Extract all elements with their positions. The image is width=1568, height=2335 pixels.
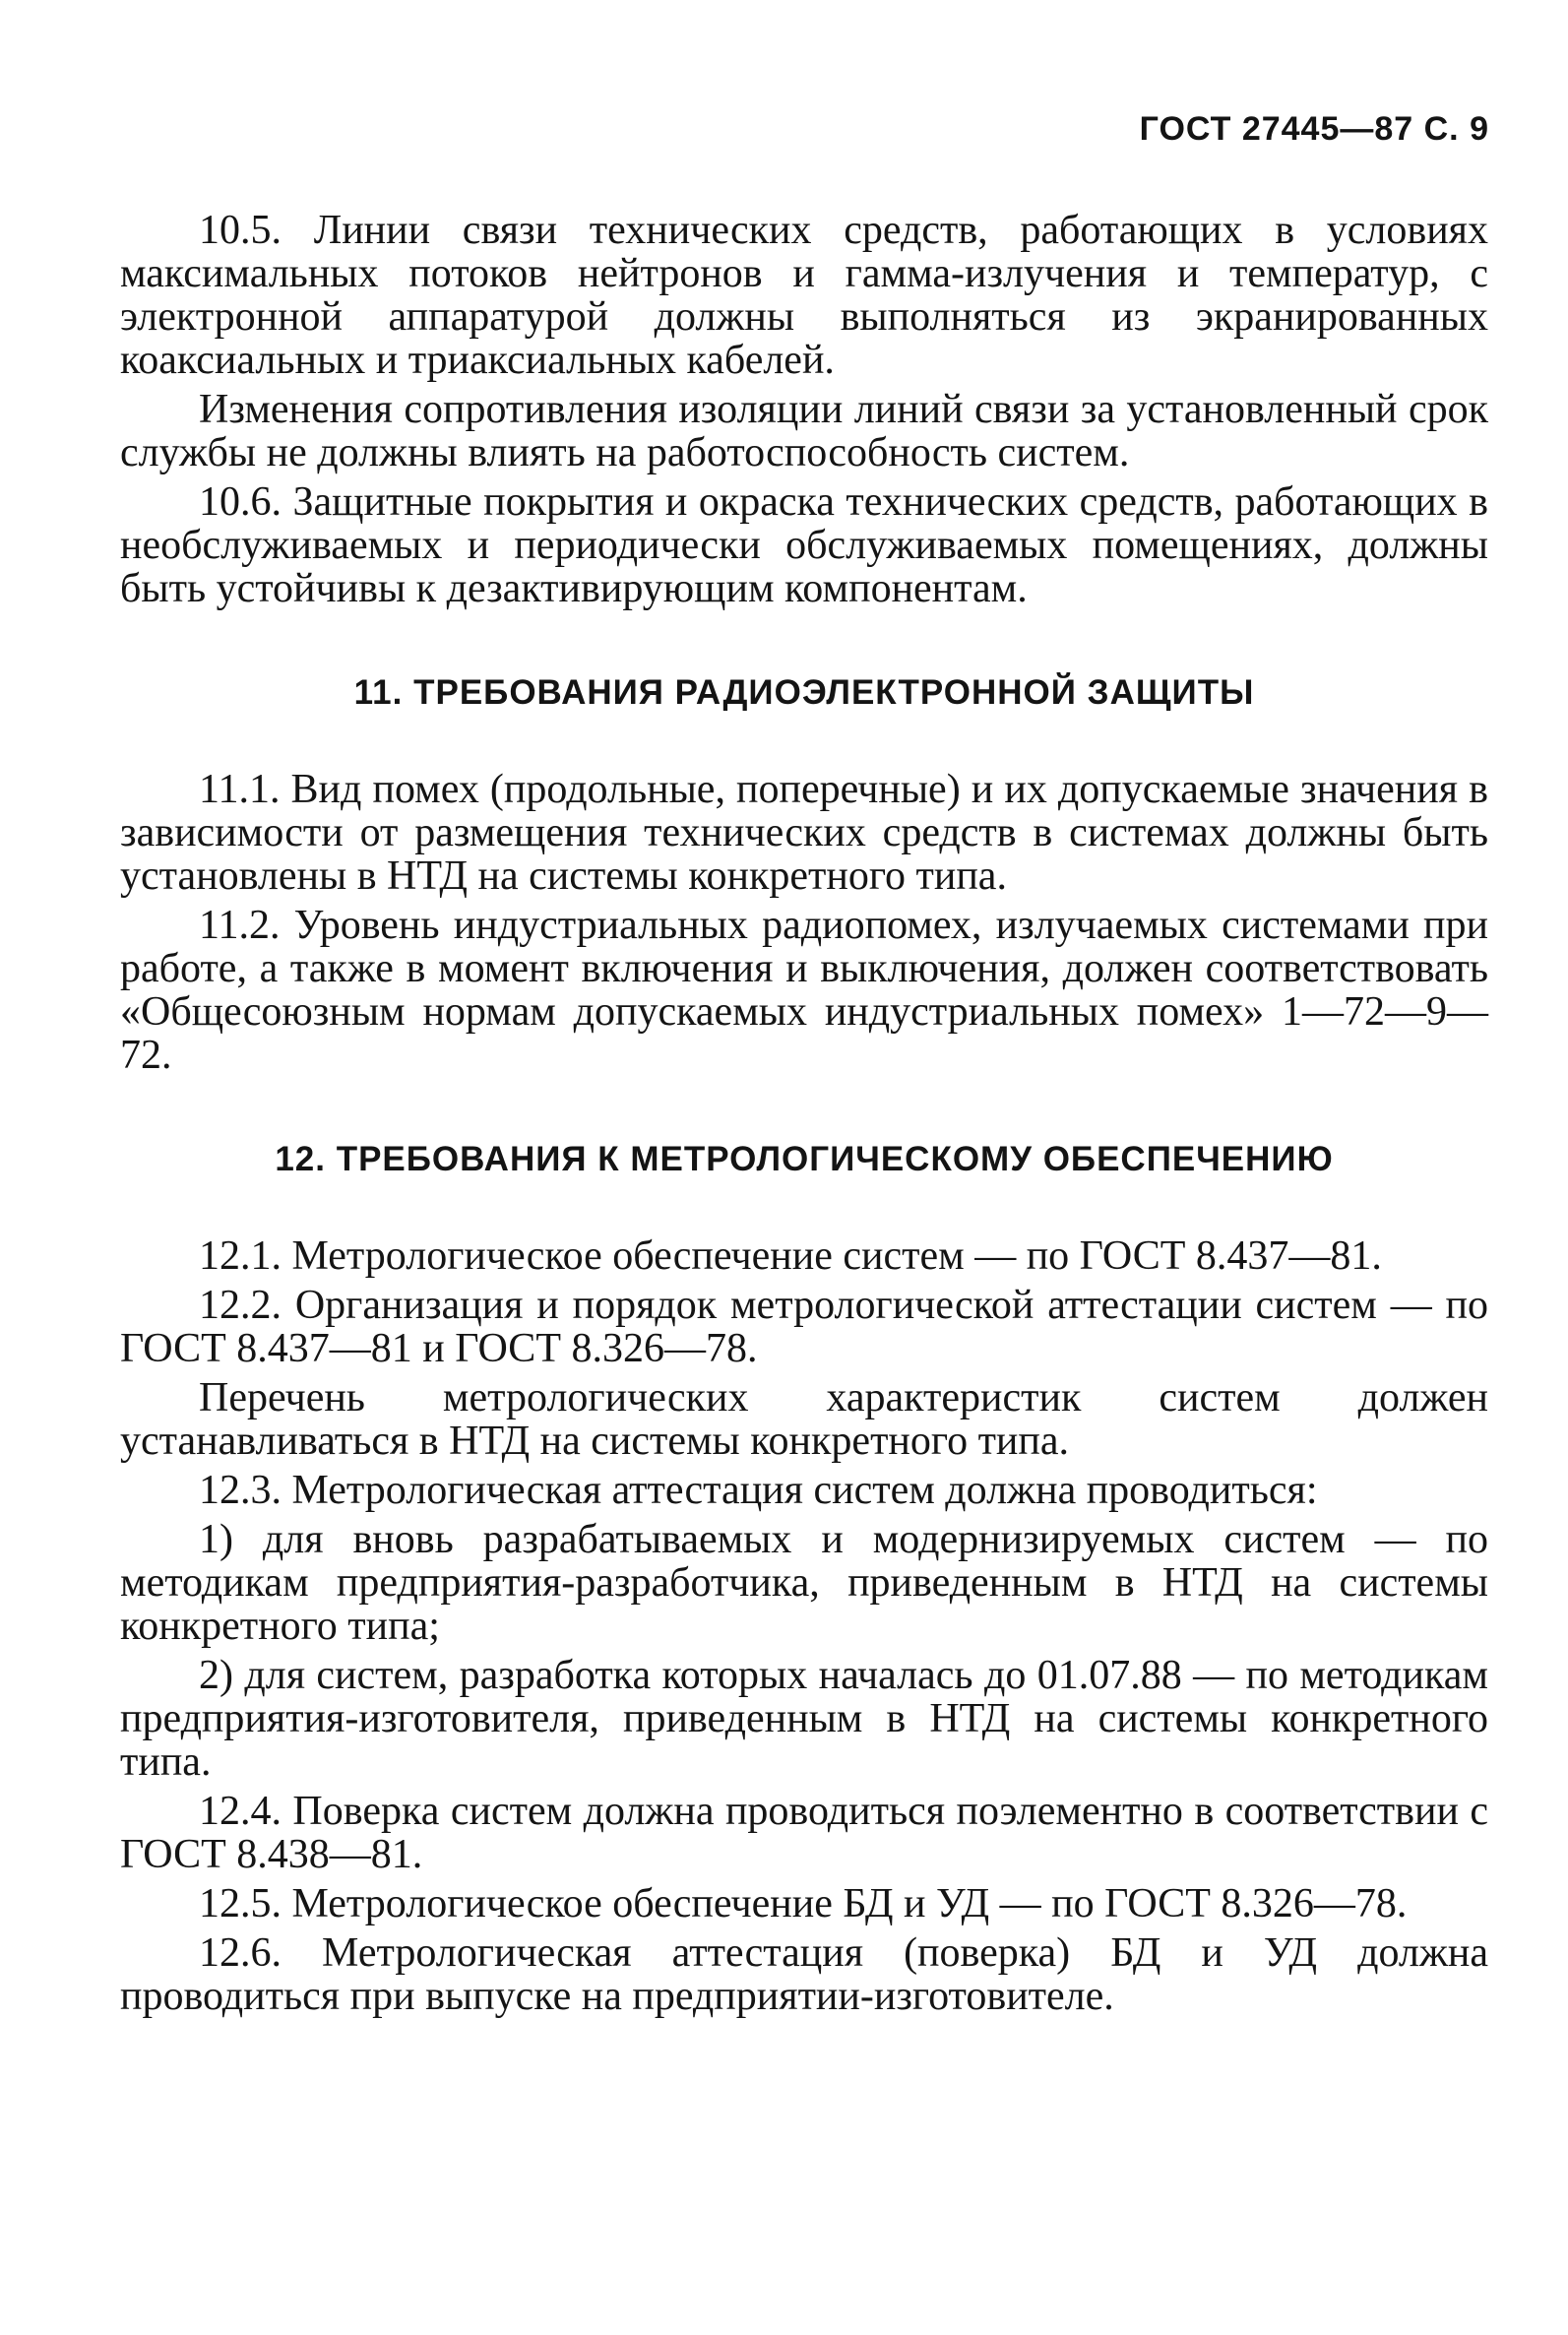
paragraph-10-5: 10.5. Линии связи технических средств, работающих в условиях максимальных потоков нейтронов и гамма-излучения и температур, с электронной аппаратурой должны выполняться из экранированных коаксиальных и триаксиальных кабелей. <box>120 208 1488 383</box>
paragraph-12-4: 12.4. Поверка систем должна проводиться поэлементно в соответствии с ГОСТ 8.438—81. <box>120 1789 1488 1877</box>
paragraph-12-1: 12.1. Метрологическое обеспечение систем — по ГОСТ 8.437—81. <box>199 1233 1382 1279</box>
paragraph-10-6: 10.6. Защитные покрытия и окраска технических средств, работающих в необслуживаемых и периодически обслуживаемых помещениях, должны быть устойчивы к дезактивирующим компонентам. <box>120 479 1488 611</box>
paragraph-12-3-item-2: 2) для систем, разработка которых началась до 01.07.88 — по методикам предприятия-изготовителя, приведенным в НТД на системы конкретного типа. <box>120 1653 1488 1785</box>
running-header: ГОСТ 27445—87 С. 9 <box>1139 110 1489 148</box>
paragraph-11-2: 11.2. Уровень индустриальных радиопомех, излучаемых системами при работе, а также в момент включения и выключения, должен соответствовать «Общесоюзным нормам допускаемых индустриальных помех» 1—72—9—72. <box>120 903 1488 1078</box>
paragraph-12-3: 12.3. Метрологическая аттестация систем должна проводиться: <box>199 1468 1318 1513</box>
paragraph-12-6: 12.6. Метрологическая аттестация (поверка) БД и УД должна проводиться при выпуске на предприятии-изготовителе. <box>120 1930 1488 2019</box>
paragraph-10-5-insulation: Изменения сопротивления изоляции линий связи за установленный срок службы не должны влиять на работоспособность систем. <box>120 387 1488 475</box>
paragraph-12-2: 12.2. Организация и порядок метрологической аттестации систем — по ГОСТ 8.437—81 и ГОСТ 8.326—78. <box>120 1283 1488 1371</box>
section-12-heading: 12. ТРЕБОВАНИЯ К МЕТРОЛОГИЧЕСКОМУ ОБЕСПЕЧЕНИЮ <box>275 1140 1334 1178</box>
page-body <box>120 209 1488 2024</box>
section-11-heading: 11. ТРЕБОВАНИЯ РАДИОЭЛЕКТРОННОЙ ЗАЩИТЫ <box>353 673 1255 712</box>
paragraph-12-5: 12.5. Метрологическое обеспечение БД и УД — по ГОСТ 8.326—78. <box>199 1881 1408 1926</box>
paragraph-12-3-item-1: 1) для вновь разрабатываемых и модернизируемых систем — по методикам предприятия-разработчика, приведенным в НТД на системы конкретного типа; <box>120 1517 1488 1649</box>
paragraph-12-2-list: Перечень метрологических характеристик систем должен устанавливаться в НТД на системы конкретного типа. <box>120 1375 1488 1464</box>
paragraph-11-1: 11.1. Вид помех (продольные, поперечные) и их допускаемые значения в зависимости от размещения технических средств в системах должны быть установлены в НТД на системы конкретного типа. <box>120 767 1488 899</box>
